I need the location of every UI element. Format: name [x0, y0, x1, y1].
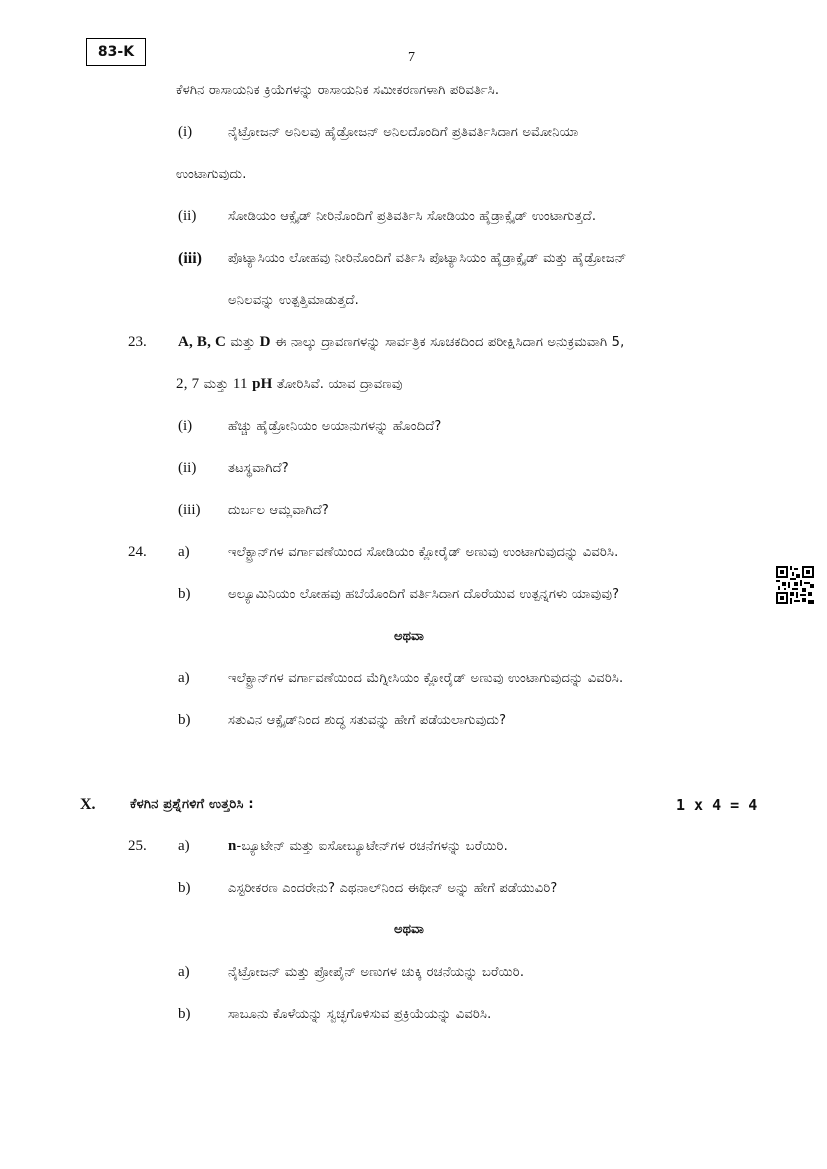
q22-iii-text-line1: ಪೊಟ್ಯಾಸಿಯಂ ಲೋಹವು ನೀರಿನೊಂದಿಗೆ ವರ್ತಿಸಿ ಪೊಟ್ಯಾಸಿಯಂ ಹೈಡ್ರಾಕ್ಸೈಡ್ ಮತ್ತು ಹೈಡ್ರೋಜನ್ [228, 251, 627, 266]
q25-or-separator: ಅಥವಾ [394, 922, 424, 937]
q23-line2-and: ಮತ್ತು [203, 377, 229, 392]
q23-and-word: ಮತ್ತು [230, 335, 256, 350]
q23-ph-values: 2, 7 [176, 376, 200, 392]
q24-alt-a-label: a) [178, 670, 190, 686]
q22-ii-text: ಸೋಡಿಯಂ ಆಕ್ಸೈಡ್ ನೀರಿನೊಂದಿಗೆ ಪ್ರತಿವರ್ತಿಸಿ ಸೋಡಿಯಂ ಹೈಡ್ರಾಕ್ಸೈಡ್ ಉಂಟಾಗುತ್ತದೆ. [228, 209, 597, 224]
question-22-intro: ಕೆಳಗಿನ ರಾಸಾಯನಿಕ ಕ್ರಿಯೆಗಳನ್ನು ರಾಸಾಯನಿಕ ಸಮೀಕರಣಗಳಾಗಿ ಪರಿವರ್ತಿಸಿ. [176, 83, 500, 98]
section-x-marks: 1 x 4 = 4 [676, 796, 758, 814]
q24-or-separator: ಅಥವಾ [394, 629, 424, 644]
q24-number: 24. [128, 544, 147, 560]
q25-number: 25. [128, 838, 147, 854]
page-number: 7 [408, 50, 415, 65]
q23-ph-value-11: 11 [232, 376, 248, 392]
q22-i-label: (i) [178, 124, 193, 140]
q23-number: 23. [128, 334, 147, 350]
paper-code-box [86, 38, 146, 66]
q23-ii-text: ತಟಸ್ಥವಾಗಿದೆ? [228, 461, 289, 476]
q22-i-text-line2: ಉಂಟಾಗುವುದು. [176, 167, 247, 182]
q23-text-line2 [176, 376, 403, 393]
q23-ii-label: (ii) [178, 460, 197, 476]
q23-text-line1 [178, 334, 624, 351]
q23-i-label: (i) [178, 418, 193, 434]
q25-alt-b-label: b) [178, 1006, 191, 1022]
q24-alt-b-text: ಸತುವಿನ ಆಕ್ಸೈಡ್‌ನಿಂದ ಶುದ್ಧ ಸತುವನ್ನು ಹೇಗೆ ಪಡೆಯಲಾಗುವುದು? [228, 713, 507, 728]
q24-a-text: ಇಲೆಕ್ಟ್ರಾನ್‌ಗಳ ವರ್ಗಾವಣೆಯಿಂದ ಸೋಡಿಯಂ ಕ್ಲೋರೈಡ್ ಅಣುವು ಉಂಟಾಗುವುದನ್ನು ವಿವರಿಸಿ. [228, 545, 619, 560]
q25-a-text [228, 838, 508, 855]
q23-line1-rest: ಈ ನಾಲ್ಕು ದ್ರಾವಣಗಳನ್ನು ಸಾರ್ವತ್ರಿಕ ಸೂಚಕದಿಂದ ಪರೀಕ್ಷಿಸಿದಾಗ ಅನುಕ್ರಮವಾಗಿ 5, [275, 335, 625, 350]
section-x-title: ಕೆಳಗಿನ ಪ್ರಶ್ನೆಗಳಿಗೆ ಉತ್ತರಿಸಿ : [130, 797, 254, 812]
q25-a-prefix: n [228, 838, 237, 854]
q24-b-label: b) [178, 586, 191, 602]
q25-alt-a-label: a) [178, 964, 190, 980]
q23-i-text: ಹೆಚ್ಚು ಹೈಡ್ರೋನಿಯಂ ಅಯಾನುಗಳನ್ನು ಹೊಂದಿದೆ? [228, 419, 442, 434]
q22-iii-text-line2: ಅನಿಲವನ್ನು ಉತ್ಪತ್ತಿಮಾಡುತ್ತದೆ. [228, 293, 359, 308]
qr-code [776, 566, 814, 604]
q25-a-label: a) [178, 838, 190, 854]
paper-code: 83-K [97, 44, 135, 60]
q23-line2-rest: ತೋರಿಸಿವೆ. ಯಾವ ದ್ರಾವಣವು [276, 377, 403, 392]
q23-iii-label: (iii) [178, 502, 201, 518]
q22-iii-label: (iii) [178, 250, 202, 267]
q22-i-text-line1: ನೈಟ್ರೋಜನ್ ಅನಿಲವು ಹೈಡ್ರೋಜನ್ ಅನಿಲದೊಂದಿಗೆ ಪ್ರತಿವರ್ತಿಸಿದಾಗ ಅಮೋನಿಯಾ [228, 125, 579, 140]
section-x-label: X. [80, 796, 96, 813]
q22-ii-label: (ii) [178, 208, 197, 224]
q23-iii-text: ದುರ್ಬಲ ಆಮ್ಲವಾಗಿದೆ? [228, 503, 329, 518]
q25-alt-a-text: ನೈಟ್ರೋಜನ್ ಮತ್ತು ಪ್ರೋಪೈನ್ ಅಣುಗಳ ಚುಕ್ಕಿ ರಚನೆಯನ್ನು ಬರೆಯಿರಿ. [228, 965, 525, 980]
q25-a-body: -ಬ್ಯೂಟೇನ್ ಮತ್ತು ಐಸೋಬ್ಯೂಟೇನ್‌ಗಳ ರಚನೆಗಳನ್ನು ಬರೆಯಿರಿ. [236, 839, 508, 854]
q24-alt-b-label: b) [178, 712, 191, 728]
q23-solution-d: D [259, 334, 271, 350]
q23-solutions-abc: A, B, C [178, 334, 227, 350]
q24-b-text: ಅಲ್ಯೂಮಿನಿಯಂ ಲೋಹವು ಹಬೆಯೊಂದಿಗೆ ವರ್ತಿಸಿದಾಗ ದೊರೆಯುವ ಉತ್ಪನ್ನಗಳು ಯಾವುವು? [228, 587, 620, 602]
q25-b-text: ಎಸ್ಟರೀಕರಣ ಎಂದರೇನು? ಎಥನಾಲ್‌ನಿಂದ ಈಥೀನ್ ಅನ್ನು ಹೇಗೆ ಪಡೆಯುವಿರಿ? [228, 881, 558, 896]
q24-alt-a-text: ಇಲೆಕ್ಟ್ರಾನ್‌ಗಳ ವರ್ಗಾವಣೆಯಿಂದ ಮೆಗ್ನೀಸಿಯಂ ಕ್ಲೋರೈಡ್ ಅಣುವು ಉಂಟಾಗುವುದನ್ನು ವಿವರಿಸಿ. [228, 671, 624, 686]
q25-alt-b-text: ಸಾಬೂನು ಕೊಳೆಯನ್ನು ಸ್ವಚ್ಛಗೊಳಿಸುವ ಪ್ರಕ್ರಿಯೆಯನ್ನು ವಿವರಿಸಿ. [228, 1007, 492, 1022]
q25-b-label: b) [178, 880, 191, 896]
q23-ph-label: pH [252, 376, 273, 392]
q24-a-label: a) [178, 544, 190, 560]
